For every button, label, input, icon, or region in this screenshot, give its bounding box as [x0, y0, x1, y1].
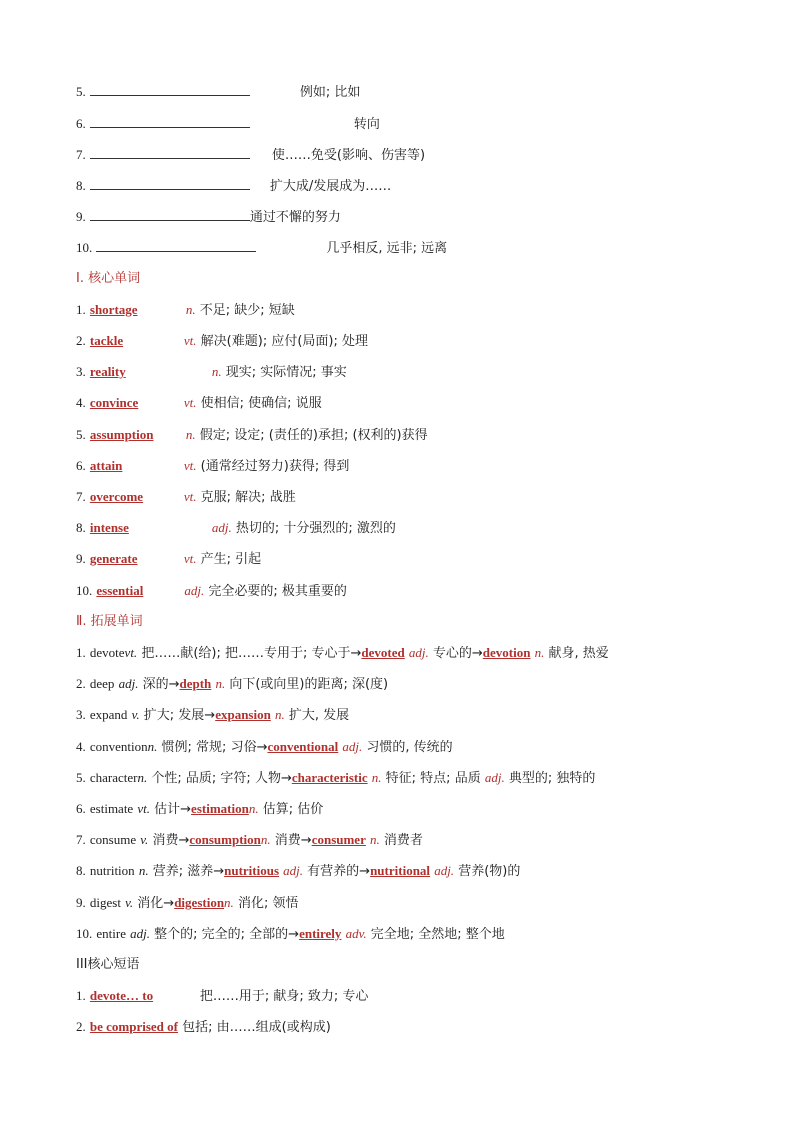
extension-row	[76, 893, 298, 913]
derived-meaning: 估算; 估价	[262, 802, 324, 817]
derived-meaning: 完全地; 全然地; 整个地	[370, 927, 505, 942]
answer-word: assumption	[89, 427, 154, 442]
derived-meaning-2: 消费者	[383, 833, 423, 848]
base-pos: v.	[125, 895, 134, 910]
item-number: 9.	[76, 551, 86, 566]
extension-row	[76, 674, 388, 694]
item-number: 7.	[76, 489, 86, 504]
derived-word: devoted	[361, 645, 405, 660]
meaning: 通过不懈的努力	[249, 210, 341, 225]
meaning: 扩大成/发展成为……	[269, 179, 392, 194]
item-number: 1.	[76, 645, 86, 660]
base-pos: adj.	[118, 676, 139, 691]
answer-word: intense	[89, 520, 129, 535]
item-number: 3.	[76, 364, 86, 379]
derived-word: consumption	[189, 832, 261, 847]
answer-blank[interactable]	[96, 237, 256, 252]
base-meaning: 把……献(给); 把……专用于; 专心于→	[141, 646, 362, 661]
answer-blank[interactable]	[90, 81, 250, 96]
phrase-row	[76, 1017, 331, 1037]
meaning: 现实; 实际情况; 事实	[225, 365, 347, 380]
item-number: 8.	[76, 520, 86, 535]
meaning: 克服; 解决; 战胜	[200, 490, 296, 505]
vocab-row	[76, 393, 322, 413]
vocab-row	[76, 300, 295, 320]
answer-word: generate	[89, 551, 138, 566]
derived-word: depth	[179, 676, 212, 691]
base-word: devote	[89, 645, 125, 660]
answer-blank[interactable]	[90, 113, 250, 128]
item-number: 8.	[76, 863, 86, 878]
base-meaning: 整个的; 完全的; 全部的→	[154, 927, 300, 942]
extension-row	[76, 830, 423, 850]
derived-word: estimation	[191, 801, 249, 816]
answer-phrase: devote… to	[89, 988, 154, 1003]
derived-meaning-2: 典型的; 独特的	[508, 771, 596, 786]
derived-word-2: consumer	[311, 832, 366, 847]
base-word: convention	[89, 739, 148, 754]
item-number: 4.	[76, 395, 86, 410]
part-of-speech: adj.	[184, 583, 205, 598]
answer-word: essential	[96, 583, 144, 598]
answer-word: reality	[89, 364, 126, 379]
item-number: 5.	[76, 427, 86, 442]
part-of-speech: adj.	[211, 520, 232, 535]
blank-row	[76, 237, 447, 257]
derived-word-2: nutritional	[370, 863, 431, 878]
answer-phrase: be comprised of	[89, 1019, 178, 1034]
extension-row	[76, 643, 609, 663]
meaning: 假定; 设定; (责任的)承担; (权利的)获得	[199, 428, 428, 443]
item-number: 2.	[76, 676, 86, 691]
base-meaning: 惯例; 常规; 习俗→	[161, 740, 268, 755]
derived-meaning: 专心的→	[432, 646, 483, 661]
meaning: 热切的; 十分强烈的; 激烈的	[235, 521, 396, 536]
extension-row	[76, 799, 323, 819]
section-heading-core-words: Ⅰ. 核心单词	[76, 271, 141, 286]
extension-row	[76, 737, 453, 757]
part-of-speech: n.	[211, 364, 222, 379]
extension-row	[76, 705, 349, 725]
blank-row	[76, 206, 341, 226]
answer-blank[interactable]	[90, 175, 250, 190]
derived-pos: adj.	[408, 645, 429, 660]
item-number: 2.	[76, 333, 86, 348]
meaning: 包括; 由……组成(或构成)	[182, 1020, 331, 1035]
derived-pos-2: adj.	[434, 863, 455, 878]
derived-meaning: 有营养的→	[307, 864, 371, 879]
item-number: 9.	[76, 895, 86, 910]
vocab-row	[76, 331, 368, 351]
base-meaning: 营养; 滋养→	[152, 864, 225, 879]
item-number: 6.	[76, 116, 86, 131]
base-pos: n.	[138, 863, 149, 878]
derived-pos: n.	[248, 801, 259, 816]
derived-pos: n.	[215, 676, 226, 691]
item-number: 5.	[76, 770, 86, 785]
meaning: 不足; 缺少; 短缺	[199, 303, 295, 318]
base-pos: adj.	[130, 926, 150, 941]
base-word: nutrition	[89, 863, 135, 878]
derived-meaning-2: 献身, 热爱	[548, 646, 609, 661]
base-word: deep	[89, 676, 115, 691]
part-of-speech: vt.	[183, 395, 197, 410]
item-number: 4.	[76, 739, 86, 754]
part-of-speech: n.	[185, 302, 196, 317]
extension-row	[76, 924, 505, 944]
meaning: 完全必要的; 极其重要的	[208, 584, 347, 599]
item-number: 10.	[76, 926, 93, 941]
meaning: 产生; 引起	[200, 552, 262, 567]
derived-meaning: 特征; 特点; 品质	[385, 771, 481, 786]
derived-word: digestion	[174, 895, 225, 910]
section-heading-extended-words: Ⅱ. 拓展单词	[76, 614, 143, 629]
derived-meaning: 向下(或向里)的距离; 深(度)	[229, 677, 389, 692]
base-meaning: 消费→	[152, 833, 190, 848]
part-of-speech: vt.	[183, 489, 197, 504]
item-number: 10.	[76, 240, 93, 255]
base-meaning: 个性; 品质; 字符; 人物→	[151, 771, 292, 786]
part-of-speech: vt.	[183, 551, 197, 566]
item-number: 5.	[76, 84, 86, 99]
base-word: entire	[96, 926, 126, 941]
extension-row	[76, 768, 595, 788]
derived-word: conventional	[267, 739, 339, 754]
answer-blank[interactable]	[90, 206, 250, 221]
item-number: 1.	[76, 302, 86, 317]
item-number: 10.	[76, 583, 93, 598]
derived-meaning-2: 营养(物)的	[458, 864, 521, 879]
vocab-row	[76, 581, 347, 601]
derived-pos: adv.	[345, 926, 367, 941]
base-word: estimate	[89, 801, 134, 816]
blank-row	[76, 175, 391, 195]
base-pos: v.	[140, 832, 149, 847]
answer-word: overcome	[89, 489, 144, 504]
vocab-row	[76, 425, 428, 445]
vocab-row	[76, 487, 296, 507]
derived-meaning: 习惯的, 传统的	[366, 740, 453, 755]
answer-word: shortage	[89, 302, 138, 317]
item-number: 8.	[76, 178, 86, 193]
blank-row	[76, 113, 380, 133]
base-meaning: 估计→	[154, 802, 192, 817]
vocab-row	[76, 549, 261, 569]
base-meaning: 消化→	[137, 896, 175, 911]
base-meaning: 扩大; 发展→	[143, 708, 216, 723]
derived-pos: n.	[274, 707, 285, 722]
answer-word: tackle	[89, 333, 124, 348]
base-pos: n.	[147, 739, 158, 754]
base-pos: vt.	[137, 801, 150, 816]
vocab-row	[76, 518, 396, 538]
derived-pos: adj.	[342, 739, 363, 754]
item-number: 9.	[76, 209, 86, 224]
derived-pos-2: adj.	[484, 770, 505, 785]
base-word: character	[89, 770, 138, 785]
item-number: 2.	[76, 1019, 86, 1034]
answer-word: attain	[89, 458, 123, 473]
meaning: 使……免受(影响、伤害等)	[271, 148, 426, 163]
blank-row	[76, 144, 425, 164]
meaning: 例如; 比如	[299, 85, 361, 100]
item-number: 6.	[76, 801, 86, 816]
base-meaning: 深的→	[142, 677, 180, 692]
base-word: consume	[89, 832, 137, 847]
section-heading-core-phrases: III核心短语	[76, 957, 140, 972]
meaning: 解决(难题); 应付(局面); 处理	[200, 334, 368, 349]
answer-blank[interactable]	[90, 144, 250, 159]
derived-pos: n.	[224, 895, 234, 910]
part-of-speech: vt.	[183, 333, 197, 348]
meaning: 把……用于; 献身; 致力; 专心	[199, 989, 369, 1004]
item-number: 1.	[76, 988, 86, 1003]
derived-pos: adj.	[283, 863, 304, 878]
blank-row	[76, 81, 360, 101]
derived-pos-2: n.	[534, 645, 545, 660]
item-number: 3.	[76, 707, 86, 722]
meaning: (通常经过努力)获得; 得到	[200, 459, 350, 474]
derived-word-2: devotion	[482, 645, 531, 660]
item-number: 6.	[76, 458, 86, 473]
derived-pos-2: n.	[370, 832, 380, 847]
answer-word: convince	[89, 395, 139, 410]
base-pos: vt.	[124, 645, 138, 660]
base-pos: v.	[131, 707, 140, 722]
derived-meaning: 消费→	[274, 833, 312, 848]
derived-pos: n.	[371, 770, 382, 785]
derived-meaning: 扩大, 发展	[288, 708, 350, 723]
part-of-speech: vt.	[183, 458, 197, 473]
derived-word: entirely	[299, 926, 342, 941]
meaning: 转向	[353, 117, 380, 132]
meaning: 几乎相反, 远非; 远离	[326, 241, 448, 256]
vocab-row	[76, 362, 347, 382]
item-number: 7.	[76, 832, 86, 847]
derived-meaning: 消化; 领悟	[237, 896, 299, 911]
part-of-speech: n.	[185, 427, 196, 442]
item-number: 7.	[76, 147, 86, 162]
derived-word: characteristic	[291, 770, 368, 785]
derived-word: expansion	[215, 707, 271, 722]
base-word: digest	[89, 895, 121, 910]
base-pos: n.	[137, 770, 148, 785]
derived-pos: n.	[260, 832, 271, 847]
vocab-row	[76, 456, 349, 476]
extension-row	[76, 861, 520, 881]
base-word: expand	[89, 707, 128, 722]
derived-word: nutritious	[224, 863, 280, 878]
phrase-row	[76, 986, 368, 1006]
meaning: 使相信; 使确信; 说服	[200, 396, 322, 411]
